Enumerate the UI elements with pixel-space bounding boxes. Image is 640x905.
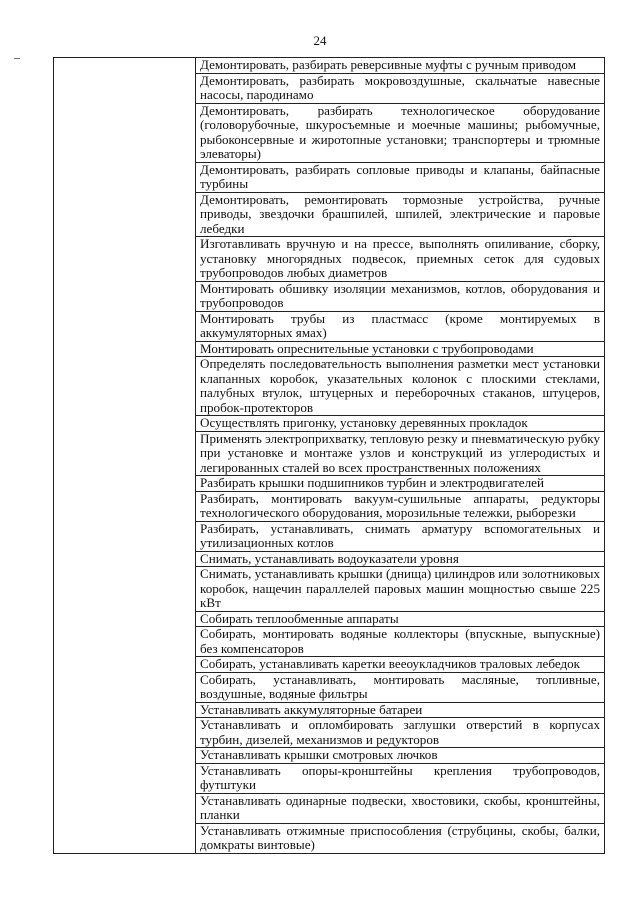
task-cell — [196, 341, 605, 357]
task-cell — [196, 357, 605, 416]
task-cell — [196, 192, 605, 237]
task-cell — [196, 718, 605, 748]
task-cell — [196, 431, 605, 476]
task-cell — [196, 611, 605, 627]
task-cell — [196, 551, 605, 567]
task-text: Монтировать трубы из пластмасс (кроме монтируемых в аккумуляторных ямах) — [200, 310, 600, 340]
task-text: Применять электроприхватку, тепловую резку и пневматическую рубку при установке и монтаже узлов и конструкций из углеродистых и легированных сталей во всех пространственных положениях — [200, 430, 600, 475]
task-text: Собирать, устанавливать каретки вееоукладчиков траловых лебедок — [200, 656, 581, 671]
task-cell — [196, 702, 605, 718]
task-text: Снимать, устанавливать крышки (днища) цилиндров или золотниковых коробок, нащечин параллелей паровых машин мощностью свыше 225 кВт — [200, 566, 601, 610]
task-text: Устанавливать аккумуляторные батареи — [200, 701, 423, 717]
task-cell — [196, 521, 605, 551]
task-cell — [196, 627, 605, 657]
task-cell — [196, 567, 605, 612]
task-cell — [196, 793, 605, 823]
task-cell — [196, 823, 605, 853]
task-text: Снимать, устанавливать водоуказатели уровня — [200, 550, 459, 566]
labor-functions-table — [53, 57, 605, 854]
task-cell — [196, 237, 605, 282]
task-cell — [196, 416, 605, 432]
task-text: Устанавливать опоры-кронштейны крепления трубопроводов, футштуки — [200, 762, 600, 792]
task-text: Демонтировать, разбирать сопловые приводы и клапаны, байпасные турбины — [200, 161, 600, 191]
task-cell — [196, 311, 605, 341]
margin-mark: – — [14, 50, 20, 64]
table-row — [54, 58, 605, 74]
task-text: Монтировать обшивку изоляции механизмов, котлов, оборудования и трубопроводов — [200, 280, 600, 310]
task-text: Определять последовательность выполнения разметки мест установки клапанных коробок, указательных колонок с плоскими стеклами, палубных втулок, штуцерных и переборочных стаканов, штуцеров, пробок-протекторов — [200, 356, 600, 415]
task-text: Осуществлять пригонку, установку деревянных прокладок — [200, 415, 528, 430]
task-cell — [196, 748, 605, 764]
task-cell — [196, 58, 605, 74]
task-text: Устанавливать отжимные приспособления (струбцины, скобы, балки, домкраты винтовые) — [200, 822, 600, 852]
task-cell — [196, 657, 605, 673]
task-text: Собирать теплообменные аппараты — [200, 610, 399, 626]
task-text: Собирать, устанавливать, монтировать масляные, топливные, воздушные, водяные фильтры — [200, 671, 600, 701]
task-text: Демонтировать, ремонтировать тормозные устройства, ручные приводы, звездочки брашпилей, шпилей, электрические и паровые лебедки — [200, 191, 600, 236]
task-text: Изготавливать вручную и на прессе, выполнять опиливание, сборку, установку многорядных подвесок, приемных сеток для судовых трубопроводов любых диаметров — [200, 236, 600, 280]
task-text: Собирать, монтировать водяные коллекторы (впускные, выпускные) без компенсаторов — [200, 626, 600, 656]
page-number: 24 — [313, 33, 327, 48]
task-cell — [196, 763, 605, 793]
left-empty-cell — [54, 58, 196, 854]
task-cell — [196, 672, 605, 702]
task-cell — [196, 281, 605, 311]
task-cell — [196, 162, 605, 192]
task-cell — [196, 103, 605, 162]
task-cell — [196, 476, 605, 492]
task-text: Демонтировать, разбирать мокровоздушные, скальчатые навесные насосы, пародинамо — [200, 72, 600, 102]
task-text: Разбирать, устанавливать, снимать арматуру вспомогательных и утилизационных котлов — [200, 520, 600, 550]
task-text: Устанавливать и опломбировать заглушки отверстий в корпусах турбин, дизелей, механизмов и редукторов — [200, 717, 600, 747]
task-cell — [196, 73, 605, 103]
task-text: Разбирать крышки подшипников турбин и электродвигателей — [200, 475, 544, 490]
task-text: Монтировать опреснительные установки с трубопроводами — [200, 340, 534, 356]
task-cell — [196, 491, 605, 521]
task-text: Устанавливать одинарные подвески, хвостовики, скобы, кронштейны, планки — [200, 792, 600, 822]
task-text: Разбирать, монтировать вакуум-сушильные аппараты, редукторы технологического оборудования, морозильные тележки, рыборезки — [200, 490, 600, 520]
task-text: Демонтировать, разбирать реверсивные муфты с ручным приводом — [200, 57, 576, 72]
task-text: Устанавливать крышки смотровых лючков — [200, 747, 438, 762]
task-text: Демонтировать, разбирать технологическое оборудование (головорубочные, шкуросъемные и моечные машины; рыбомучные, рыбоконсервные и жиротопные установки; транспортеры и трюмные элеваторы) — [200, 102, 600, 161]
